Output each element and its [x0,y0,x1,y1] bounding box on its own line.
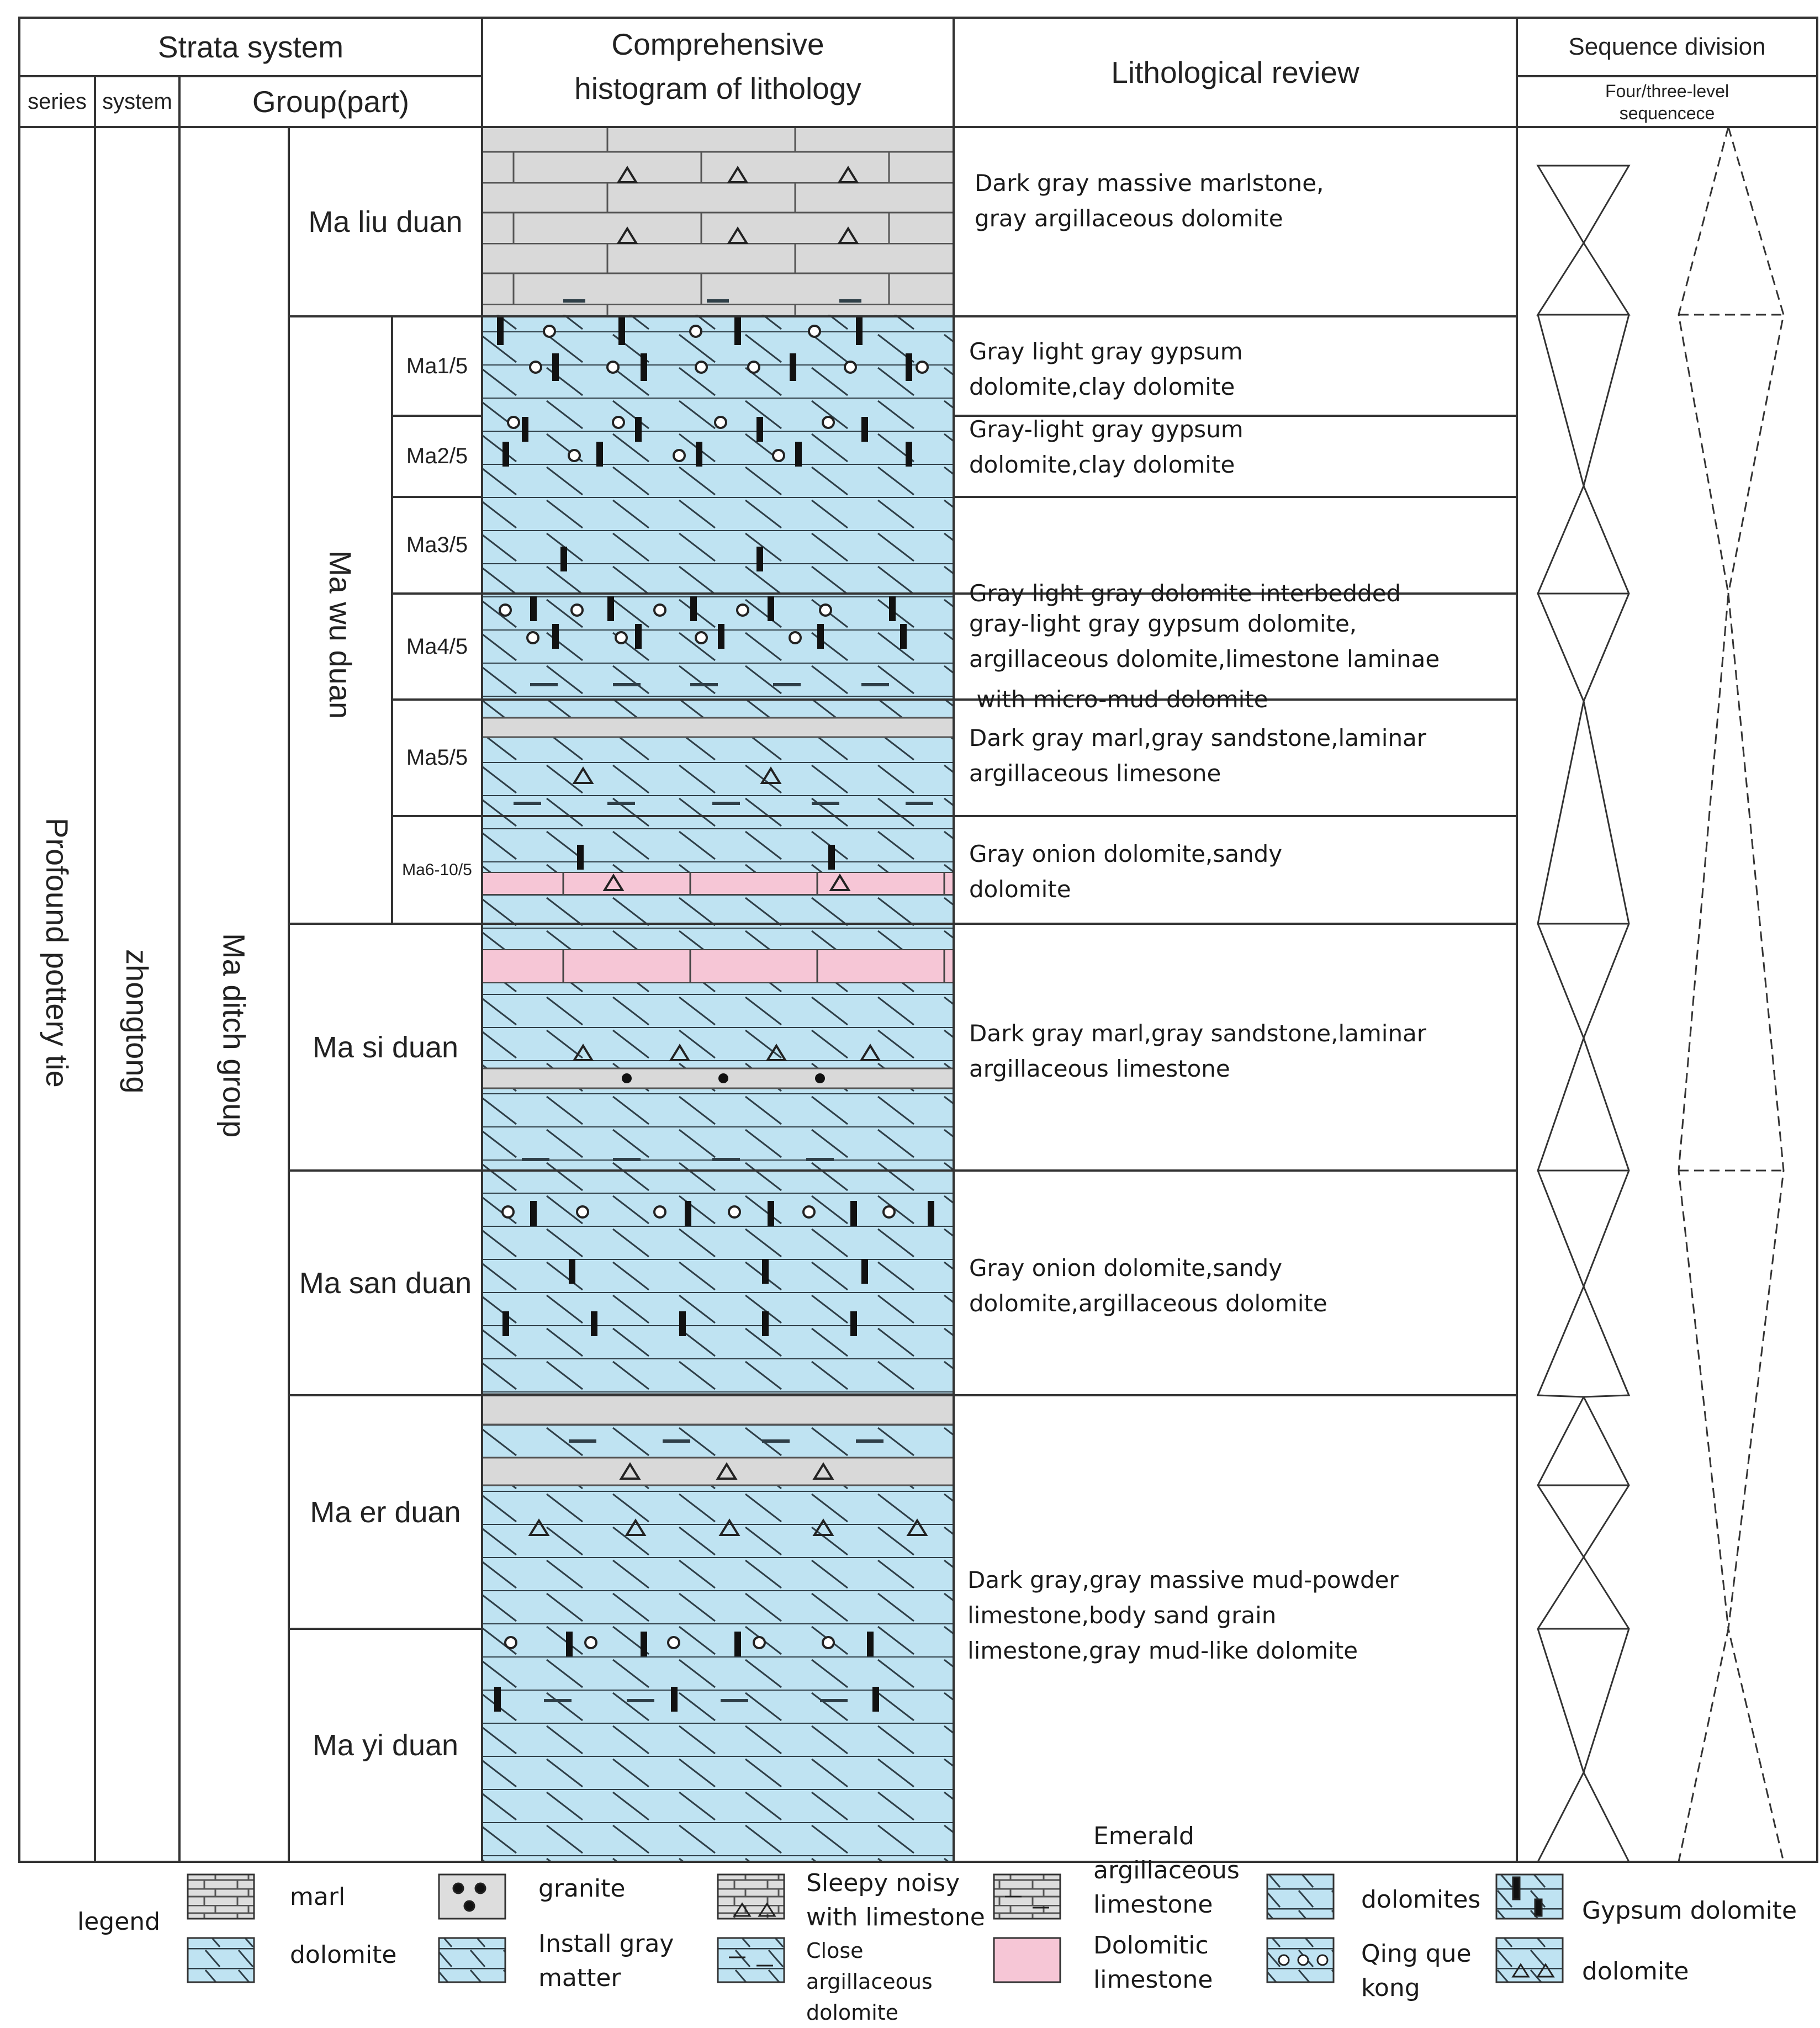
series-label [19,718,95,1187]
histogram-marl-band-masi [482,1068,954,1088]
desc-line: argillaceous limestone [969,1055,1230,1082]
unit-ma-san-duan: Ma san duan [299,1266,472,1300]
desc-ma1-5 [969,334,1499,405]
unit-ma5-5: Ma5/5 [406,745,468,770]
unit-ma3-5: Ma3/5 [406,533,468,557]
desc-line: Dark gray massive marlstone, [975,170,1324,197]
system-text: zhongtong [120,949,155,1094]
desc-line: limestone,gray mud-like dolomite [967,1637,1358,1664]
header-histogram [482,22,954,110]
legend-label-dolomitic-limestone: Dolomitic limestone [1093,1931,1213,1994]
header-histogram-line1: Comprehensive [611,27,824,61]
desc-line: Gray onion dolomite,sandy [969,840,1283,867]
group-text: Ma ditch group [216,933,252,1138]
desc-line: Dark gray,gray massive mud-powder [967,1566,1399,1593]
histogram-dolomite-fill [482,127,954,1861]
desc-line: argillaceous limesone [969,760,1221,787]
desc-line: dolomite,argillaceous dolomite [969,1290,1327,1317]
sequence-third-level [1679,127,1784,1862]
histogram-marl-band-maer-1 [482,1394,954,1425]
desc-ma-liu-duan [975,166,1505,236]
desc-ma-si-duan [969,1016,1510,1087]
header-histogram-line2: histogram of lithology [574,71,861,105]
unit-ma-si-duan: Ma si duan [312,1030,459,1064]
unit-ma2-5: Ma2/5 [406,444,468,468]
legend-label-dolomites: dolomites [1361,1886,1481,1914]
header-series: series [28,89,87,114]
desc-line: dolomite,clay dolomite [969,373,1235,400]
ma-wu-duan-text: Ma wu duan [323,550,358,719]
desc-line: Gray onion dolomite,sandy [969,1254,1283,1282]
legend-label-dolomite-2: dolomite [1582,1957,1689,1985]
desc-line: gray argillaceous dolomite [975,205,1283,232]
legend-label-granite: granite [538,1875,626,1903]
desc-line: argillaceous dolomite,limestone laminae [969,645,1440,673]
header-system: system [102,89,172,114]
header-sequence-division: Sequence division [1568,33,1766,60]
desc-line: Dark gray marl,gray sandstone,laminar [969,724,1427,751]
desc-ma5-5 [969,721,1510,791]
unit-ma4-5: Ma4/5 [406,634,468,659]
ma-wu-duan-label [289,442,392,828]
header-sequence-sub-line2: sequencece [1619,103,1715,123]
desc-line: with micro-mud dolomite [969,686,1268,713]
desc-line: Gray light gray gypsum [969,338,1243,365]
desc-line: Gray light gray dolomite interbedded [969,580,1401,607]
legend-label-emerald-argillaceous: Emerald argillaceous limestone [1093,1822,1240,1919]
legend-label-gypsum-dolomite: Gypsum dolomite [1582,1897,1797,1925]
histogram-marl-band-ma5 [482,718,954,737]
unit-ma-liu-duan: Ma liu duan [308,205,463,239]
unit-ma1-5: Ma1/5 [406,353,468,378]
desc-line: Dark gray marl,gray sandstone,laminar [969,1020,1427,1047]
histogram-pink-band-ma6 [482,872,954,894]
header-group-part: Group(part) [252,84,410,119]
legend-label-marl: marl [290,1883,346,1911]
legend-label-install-gray-matter: Install gray matter [538,1930,674,1992]
unit-ma6-10-5: Ma6-10/5 [402,860,472,879]
desc-line: dolomite,clay dolomite [969,451,1235,478]
header-sequence-sub-line1: Four/three-level [1605,81,1729,101]
header-lithological-review: Lithological review [1111,55,1359,89]
system-label [95,883,179,1159]
legend-label-qing-que-kong: Qing que kong [1361,1940,1472,2002]
desc-line: gray-light gray gypsum dolomite, [969,610,1357,637]
header-strata-system: Strata system [157,30,344,64]
desc-line: dolomite [969,876,1071,903]
series-text: Profound pottery tie [40,817,75,1088]
legend-label-dolomite: dolomite [290,1941,397,1969]
desc-line: limestone,body sand grain [967,1602,1277,1629]
desc-ma6-10-5 [969,836,1499,907]
desc-lower-units [967,1563,1514,1669]
histogram-pink-band-masi [482,950,954,983]
histogram-marl-band-maer-2 [482,1458,954,1485]
histogram-marl-band-top [482,127,954,315]
desc-ma-san-duan [969,1251,1510,1321]
desc-ma4-5 [969,606,1510,677]
header-sequence-sub [1517,80,1817,124]
group-label [179,828,289,1242]
legend-label-close-argillaceous: Close argillaceous dolomite [806,1939,933,2025]
sequence-fourth-level [1538,166,1629,1862]
desc-line: Gray-light gray gypsum [969,416,1244,443]
unit-ma-yi-duan: Ma yi duan [312,1729,459,1762]
legend-label-sleepy-noisy: Sleepy noisy with limestone [806,1869,985,1931]
unit-ma-er-duan: Ma er duan [310,1495,461,1529]
legend-title: legend [77,1908,161,1936]
desc-ma2-5 [969,412,1499,483]
